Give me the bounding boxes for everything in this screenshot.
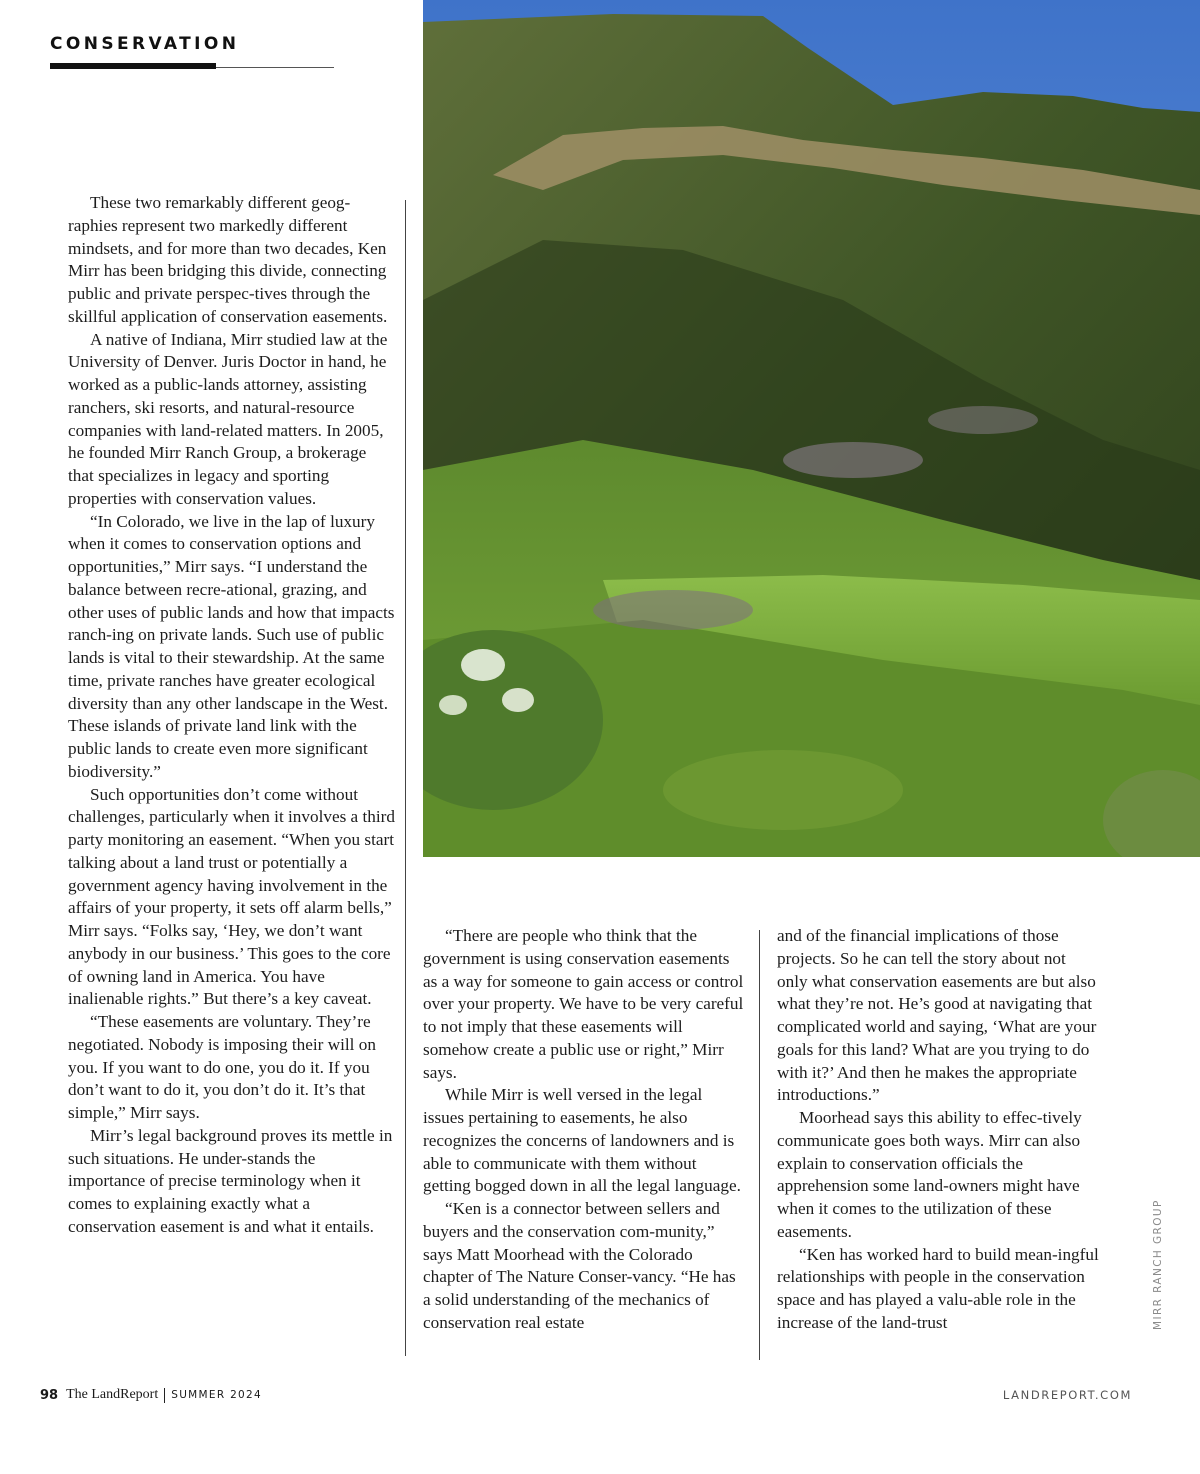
paragraph: “Ken has worked hard to build mean-ingful relationships with people in the conservation space and has played a valu-able role in the increase of the land-trust [777, 1244, 1099, 1332]
footer-divider [164, 1388, 165, 1403]
article-column-1 [68, 192, 395, 1239]
paragraph: These two remarkably different geog-raphies represent two markedly different mindsets, and for more than two decades, Ken Mirr has been bridging this divide, connecting public and private perspec-tives through the skillful application of conservation easements. [68, 193, 388, 326]
paragraph: While Mirr is well versed in the legal issues pertaining to easements, he also recognizes the concerns of landowners and is able to communicate with them without getting bogged down in all the legal language. [423, 1085, 741, 1196]
column-divider-1 [405, 200, 406, 1356]
mountain-landscape-photo-icon [423, 0, 1200, 857]
article-column-2 [423, 925, 746, 1335]
section-rule-thin [216, 67, 334, 68]
article-column-3 [777, 925, 1100, 1335]
page-number: 98 [40, 1387, 59, 1403]
paragraph: “In Colorado, we live in the lap of luxury when it comes to conservation options and opportunities,” Mirr says. “I understand the balance between recre-ational, grazing, and other uses of public lands and how that impacts ranch-ing on private lands. Such use of public lands is vital to their stewardship. At the same time, private ranches have greater ecological diversity than any other landscape in the West. These islands of private land link with the public lands to create even more significant biodiversity.” [68, 511, 395, 781]
landscape-photo [423, 0, 1200, 857]
paragraph: “Ken is a connector between sellers and buyers and the conservation com-munity,” says Matt Moorhead with the Colorado chapter of The Nature Conser-vancy. “He has a solid understanding of the mechanics of conservation real estate [423, 1199, 736, 1332]
paragraph: and of the financial implications of those projects. So he can tell the story about not only what conservation easements are but also what they’re not. He’s good at navigating that complicated world and saying, ‘What are your goals for this land? What are you trying to do with it?’ And then he makes the appropriate introductions.” [777, 926, 1097, 1105]
paragraph: Such opportunities don’t come without challenges, particularly when it involves a third party monitoring an easement. “When you start talking about a land trust or potentially a government agency having involvement in the affairs of your property, it sets off alarm bells,” Mirr says. “Folks say, ‘Hey, we don’t want anybody in our business.’ This goes to the core of owning land in America. You have inalienable rights.” But there’s a key caveat. [68, 784, 395, 1009]
magazine-name: The LandReport [66, 1387, 159, 1402]
page-footer [40, 1386, 262, 1404]
paragraph: A native of Indiana, Mirr studied law at the University of Denver. Juris Doctor in hand, he worked as a public-lands attorney, assisting ranchers, ski resorts, and natural-resource companies with land-related matters. In 2005, he founded Mirr Ranch Group, a brokerage that specializes in legacy and sporting properties with conservation values. [68, 329, 388, 508]
paragraph: Moorhead says this ability to effec-tively communicate goes both ways. Mirr can also explain to conservation officials the apprehension some land-owners might have when it comes to the utilization of these easements. [777, 1108, 1082, 1241]
photo-credit: MIRR RANCH GROUP [1152, 1199, 1164, 1330]
column-divider-2 [759, 930, 760, 1360]
paragraph: “These easements are voluntary. They’re negotiated. Nobody is imposing their will on you. If you want to do one, you do it. If you don’t want to do it, you don’t do it. It’s that simple,” Mirr says. [68, 1012, 376, 1122]
paragraph: “There are people who think that the government is using conservation easements as a way for someone to gain access or control over your property. We have to be very careful to not imply that these easements will somehow create a public use or right,” Mirr says. [423, 926, 744, 1082]
paragraph: Mirr’s legal background proves its mettle in such situations. He under-stands the importance of precise terminology when it comes to explaining exactly what a conservation easement is and what it entails. [68, 1125, 393, 1236]
issue-date: SUMMER 2024 [171, 1389, 262, 1401]
section-label: CONSERVATION [50, 34, 240, 54]
section-rule-thick [50, 63, 216, 69]
website-url[interactable]: LANDREPORT.COM [1002, 1388, 1132, 1402]
